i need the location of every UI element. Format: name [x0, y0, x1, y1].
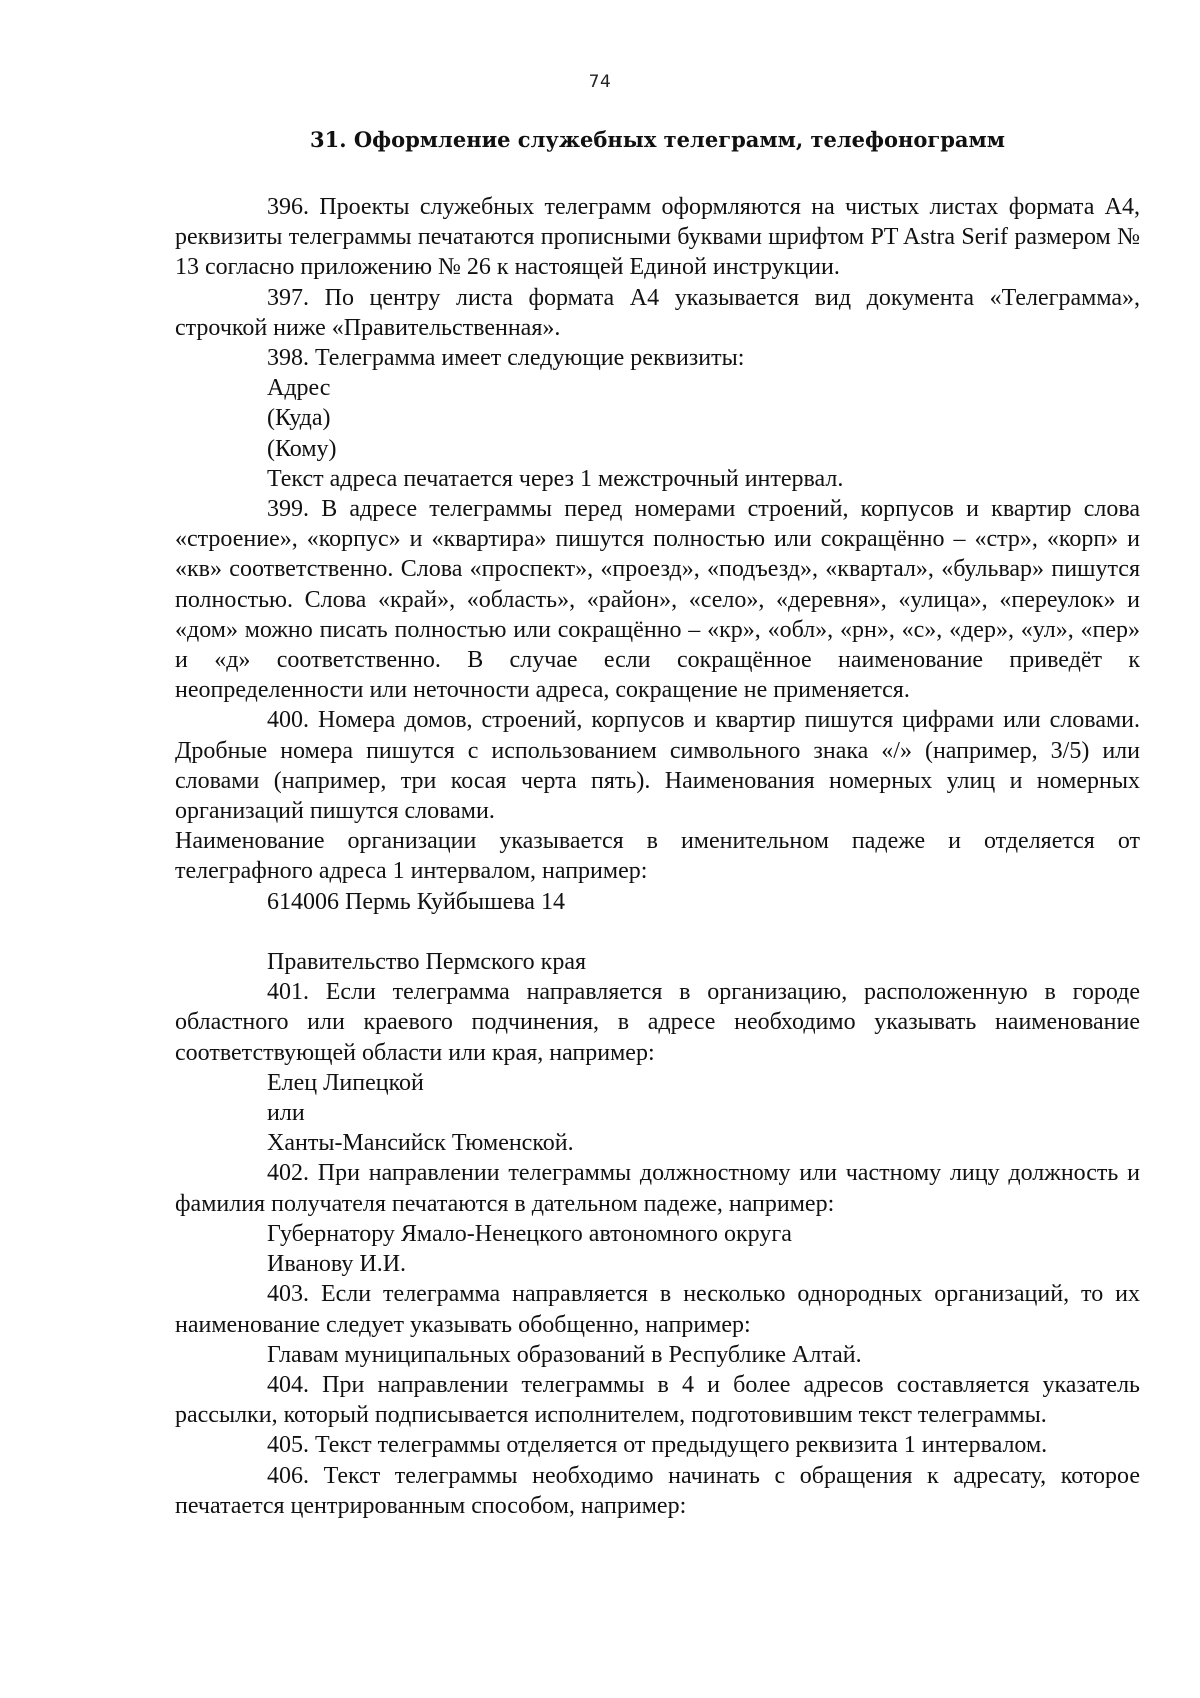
requisite-whom: (Кому) — [267, 435, 337, 462]
example-or: или — [267, 1100, 305, 1127]
requisite-address: Адрес — [267, 375, 331, 402]
paragraph-400-continued: Наименование организации указывается в именительном падеже и отделяется от телеграфного адреса 1 интервалом, например: — [175, 828, 1140, 885]
example-ivanov: Иванову И.И. — [267, 1251, 407, 1278]
paragraph-403: 403. Если телеграмма направляется в несколько однородных организаций, то их наименование следует указывать обобщенно, например: — [175, 1281, 1140, 1338]
paragraph-402: 402. При направлении телеграммы должностному или частному лицу должность и фамилия получателя печатаются в дательном падеже, например: — [175, 1160, 1140, 1217]
paragraph-406: 406. Текст телеграммы необходимо начинать с обращения к адресату, которое печатается центрированным способом, например: — [175, 1462, 1140, 1519]
paragraph-400: 400. Номера домов, строений, корпусов и квартир пишутся цифрами или словами. Дробные номера пишутся с использованием символьного знака «/» (например, 3/5) или словами (например, три косая черта пять). Наименования номерных улиц и номерных организаций пишутся словами. — [175, 707, 1140, 825]
page-number: 74 — [588, 72, 612, 92]
paragraph-404: 404. При направлении телеграммы в 4 и более адресов составляется указатель рассылки, который подписывается исполнителем, подготовившим текст телеграммы. — [175, 1371, 1140, 1429]
paragraph-396: 396. Проекты служебных телеграмм оформляются на чистых листах формата А4, реквизиты телеграммы печатаются прописными буквами шрифтом PT Astra Serif размером № 13 согласно приложению № 26 к настоящей Единой инструкции. — [175, 194, 1140, 281]
blank-line — [175, 917, 1140, 947]
section-title: 31. Оформление служебных телеграмм, телефонограмм — [310, 127, 1005, 152]
paragraph-401: 401. Если телеграмма направляется в организацию, расположенную в городе областного или краевого подчинения, в адресе необходимо указывать наименование соответствующей области или края, например: — [175, 979, 1140, 1066]
requisite-where: (Куда) — [267, 405, 331, 432]
example-khanty-mansiysk: Ханты-Мансийск Тюменской. — [267, 1130, 574, 1157]
example-governor: Губернатору Ямало-Ненецкого автономного округа — [267, 1220, 792, 1247]
paragraph-399: 399. В адресе телеграммы перед номерами строений, корпусов и квартир слова «строение», «корпус» и «квартира» пишутся полностью или сокращённо – «стр», «корп» и «кв» соответственно. Слова «проспект», «проезд», «подъезд», «квартал», «бульвар» пишутся полностью. Слова «край», «область», «район», «село», «деревня», «улица», «переулок» и «дом» можно писать полностью или сокращённо – «кр», «обл», «рн», «с», «дер», «ул», «пер» и «д» соответственно. В случае если сокращённое наименование приведёт к неопределенности или неточности адреса, сокращение не применяется. — [175, 496, 1140, 704]
paragraph-405: 405. Текст телеграммы отделяется от предыдущего реквизита 1 интервалом. — [267, 1432, 1048, 1459]
paragraph-398: 398. Телеграмма имеет следующие реквизиты: — [267, 345, 745, 372]
example-address: 614006 Пермь Куйбышева 14 — [267, 888, 565, 915]
address-note: Текст адреса печатается через 1 межстрочный интервал. — [267, 465, 844, 492]
paragraph-397: 397. По центру листа формата А4 указывается вид документа «Телеграмма», строчкой ниже «Правительственная». — [175, 284, 1140, 341]
example-elets: Елец Липецкой — [267, 1069, 424, 1096]
example-heads: Главам муниципальных образований в Республике Алтай. — [267, 1341, 862, 1368]
example-organization: Правительство Пермского края — [267, 949, 587, 976]
document-body — [175, 192, 1140, 1521]
